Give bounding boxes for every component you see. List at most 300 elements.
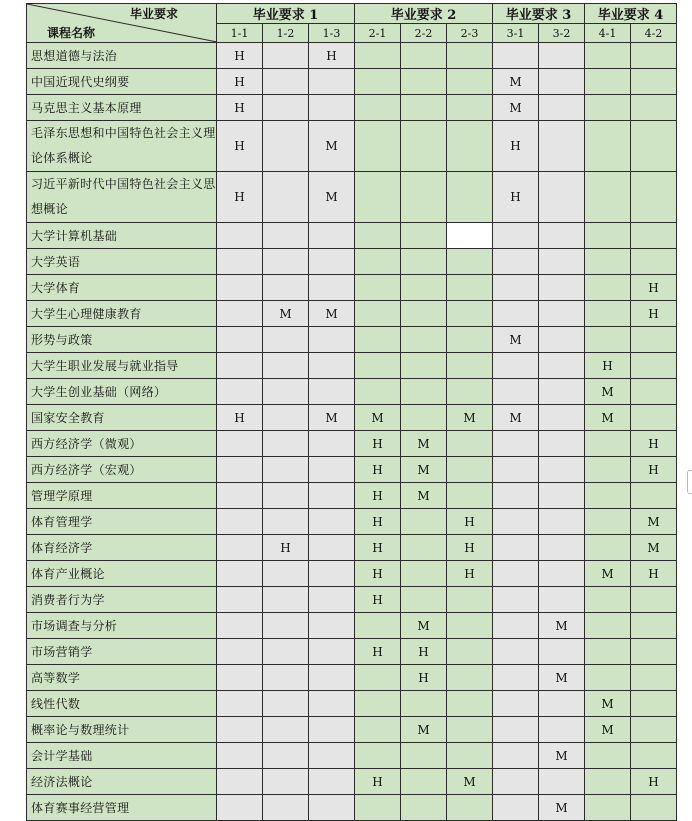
mapping-cell-2-3[interactable] bbox=[447, 95, 493, 121]
mapping-cell-2-1[interactable] bbox=[355, 327, 401, 353]
mapping-cell-2-2[interactable] bbox=[401, 353, 447, 379]
mapping-cell-2-3[interactable] bbox=[447, 613, 493, 639]
mapping-cell-3-1[interactable] bbox=[493, 691, 539, 717]
mapping-cell-2-1[interactable] bbox=[355, 121, 401, 172]
mapping-cell-2-2[interactable] bbox=[401, 691, 447, 717]
course-name-cell[interactable]: 大学英语 bbox=[27, 249, 217, 275]
mapping-cell-2-2[interactable] bbox=[401, 743, 447, 769]
mapping-cell-4-1[interactable] bbox=[585, 95, 631, 121]
mapping-cell-1-1[interactable] bbox=[217, 769, 263, 795]
course-name-cell[interactable]: 大学体育 bbox=[27, 275, 217, 301]
mapping-cell-3-1[interactable] bbox=[493, 717, 539, 743]
mapping-cell-1-2[interactable] bbox=[263, 691, 309, 717]
mapping-cell-4-2[interactable] bbox=[631, 639, 677, 665]
course-name-cell[interactable]: 大学计算机基础 bbox=[27, 223, 217, 249]
mapping-cell-2-3[interactable]: M bbox=[447, 769, 493, 795]
mapping-cell-1-2[interactable] bbox=[263, 121, 309, 172]
mapping-cell-4-2[interactable]: H bbox=[631, 301, 677, 327]
mapping-cell-1-3[interactable] bbox=[309, 743, 355, 769]
mapping-cell-2-1[interactable]: M bbox=[355, 405, 401, 431]
course-name-cell[interactable]: 国家安全教育 bbox=[27, 405, 217, 431]
mapping-cell-1-3[interactable] bbox=[309, 769, 355, 795]
mapping-cell-3-1[interactable] bbox=[493, 457, 539, 483]
mapping-cell-1-2[interactable] bbox=[263, 431, 309, 457]
mapping-cell-1-3[interactable] bbox=[309, 353, 355, 379]
mapping-cell-2-2[interactable]: H bbox=[401, 665, 447, 691]
mapping-cell-4-1[interactable] bbox=[585, 639, 631, 665]
mapping-cell-4-1[interactable] bbox=[585, 121, 631, 172]
mapping-cell-1-2[interactable] bbox=[263, 769, 309, 795]
mapping-cell-2-3[interactable] bbox=[447, 457, 493, 483]
mapping-cell-2-1[interactable] bbox=[355, 353, 401, 379]
mapping-cell-4-2[interactable] bbox=[631, 691, 677, 717]
mapping-cell-1-3[interactable] bbox=[309, 223, 355, 249]
mapping-cell-4-2[interactable] bbox=[631, 353, 677, 379]
mapping-cell-1-1[interactable]: H bbox=[217, 69, 263, 95]
mapping-cell-1-3[interactable] bbox=[309, 69, 355, 95]
mapping-cell-1-1[interactable] bbox=[217, 249, 263, 275]
mapping-cell-1-2[interactable] bbox=[263, 69, 309, 95]
mapping-cell-1-1[interactable] bbox=[217, 691, 263, 717]
group-header-req4[interactable]: 毕业要求 4 bbox=[585, 4, 677, 24]
mapping-cell-4-1[interactable] bbox=[585, 613, 631, 639]
mapping-cell-2-2[interactable]: M bbox=[401, 431, 447, 457]
mapping-cell-4-2[interactable] bbox=[631, 483, 677, 509]
mapping-cell-3-2[interactable]: M bbox=[539, 795, 585, 821]
mapping-cell-1-2[interactable] bbox=[263, 795, 309, 821]
course-name-cell[interactable]: 会计学基础 bbox=[27, 743, 217, 769]
mapping-cell-1-3[interactable] bbox=[309, 717, 355, 743]
mapping-cell-2-3[interactable]: H bbox=[447, 509, 493, 535]
subcolumn-header-4-2[interactable]: 4-2 bbox=[631, 24, 677, 43]
mapping-cell-1-1[interactable] bbox=[217, 639, 263, 665]
mapping-cell-4-2[interactable] bbox=[631, 743, 677, 769]
mapping-cell-1-2[interactable] bbox=[263, 353, 309, 379]
mapping-cell-1-3[interactable]: M bbox=[309, 405, 355, 431]
mapping-cell-1-1[interactable] bbox=[217, 431, 263, 457]
mapping-cell-2-3[interactable] bbox=[447, 353, 493, 379]
subcolumn-header-1-1[interactable]: 1-1 bbox=[217, 24, 263, 43]
mapping-cell-1-2[interactable] bbox=[263, 587, 309, 613]
mapping-cell-4-1[interactable] bbox=[585, 301, 631, 327]
mapping-cell-2-2[interactable] bbox=[401, 249, 447, 275]
mapping-cell-1-2[interactable] bbox=[263, 43, 309, 69]
mapping-cell-2-2[interactable] bbox=[401, 379, 447, 405]
mapping-cell-2-1[interactable]: H bbox=[355, 639, 401, 665]
mapping-cell-1-1[interactable] bbox=[217, 353, 263, 379]
course-name-cell[interactable]: 形势与政策 bbox=[27, 327, 217, 353]
course-name-cell[interactable]: 概率论与数理统计 bbox=[27, 717, 217, 743]
mapping-cell-3-2[interactable] bbox=[539, 405, 585, 431]
mapping-cell-3-2[interactable] bbox=[539, 223, 585, 249]
mapping-cell-2-1[interactable] bbox=[355, 795, 401, 821]
mapping-cell-3-1[interactable] bbox=[493, 587, 539, 613]
mapping-cell-2-2[interactable]: M bbox=[401, 483, 447, 509]
mapping-cell-1-3[interactable] bbox=[309, 249, 355, 275]
mapping-cell-3-1[interactable] bbox=[493, 353, 539, 379]
subcolumn-header-3-2[interactable]: 3-2 bbox=[539, 24, 585, 43]
mapping-cell-2-2[interactable] bbox=[401, 43, 447, 69]
mapping-cell-3-2[interactable] bbox=[539, 327, 585, 353]
mapping-cell-3-2[interactable] bbox=[539, 95, 585, 121]
mapping-cell-4-1[interactable] bbox=[585, 535, 631, 561]
mapping-cell-1-3[interactable]: M bbox=[309, 172, 355, 223]
mapping-cell-2-1[interactable] bbox=[355, 69, 401, 95]
mapping-cell-4-1[interactable] bbox=[585, 587, 631, 613]
mapping-cell-2-3[interactable] bbox=[447, 743, 493, 769]
mapping-cell-1-2[interactable]: H bbox=[263, 535, 309, 561]
mapping-cell-4-2[interactable] bbox=[631, 249, 677, 275]
mapping-cell-4-2[interactable] bbox=[631, 223, 677, 249]
mapping-cell-3-2[interactable]: M bbox=[539, 743, 585, 769]
course-name-cell[interactable]: 西方经济学（微观） bbox=[27, 431, 217, 457]
mapping-cell-2-3[interactable] bbox=[447, 587, 493, 613]
subcolumn-header-4-1[interactable]: 4-1 bbox=[585, 24, 631, 43]
course-name-cell[interactable]: 习近平新时代中国特色社会主义思想概论 bbox=[27, 172, 217, 223]
mapping-cell-2-3[interactable] bbox=[447, 249, 493, 275]
mapping-cell-1-2[interactable]: M bbox=[263, 301, 309, 327]
mapping-cell-1-3[interactable] bbox=[309, 457, 355, 483]
mapping-cell-1-3[interactable]: H bbox=[309, 43, 355, 69]
group-header-req1[interactable]: 毕业要求 1 bbox=[217, 4, 355, 24]
mapping-cell-4-2[interactable] bbox=[631, 379, 677, 405]
course-name-cell[interactable]: 线性代数 bbox=[27, 691, 217, 717]
course-name-cell[interactable]: 体育经济学 bbox=[27, 535, 217, 561]
mapping-cell-1-1[interactable]: H bbox=[217, 405, 263, 431]
mapping-cell-1-1[interactable]: H bbox=[217, 121, 263, 172]
mapping-cell-4-1[interactable] bbox=[585, 431, 631, 457]
mapping-cell-3-2[interactable] bbox=[539, 457, 585, 483]
mapping-cell-2-2[interactable] bbox=[401, 223, 447, 249]
mapping-cell-3-2[interactable] bbox=[539, 483, 585, 509]
mapping-cell-1-1[interactable] bbox=[217, 717, 263, 743]
mapping-cell-1-3[interactable]: M bbox=[309, 301, 355, 327]
mapping-cell-2-2[interactable] bbox=[401, 69, 447, 95]
mapping-cell-3-2[interactable] bbox=[539, 717, 585, 743]
mapping-cell-1-1[interactable] bbox=[217, 587, 263, 613]
mapping-cell-3-2[interactable] bbox=[539, 639, 585, 665]
mapping-cell-3-1[interactable] bbox=[493, 379, 539, 405]
mapping-cell-4-1[interactable] bbox=[585, 743, 631, 769]
mapping-cell-4-1[interactable]: M bbox=[585, 405, 631, 431]
mapping-cell-2-2[interactable]: M bbox=[401, 457, 447, 483]
course-name-cell[interactable]: 体育产业概论 bbox=[27, 561, 217, 587]
mapping-cell-3-2[interactable] bbox=[539, 353, 585, 379]
mapping-cell-3-1[interactable] bbox=[493, 509, 539, 535]
mapping-cell-3-2[interactable] bbox=[539, 769, 585, 795]
course-name-cell[interactable]: 思想道德与法治 bbox=[27, 43, 217, 69]
course-name-cell[interactable]: 体育赛事经营管理 bbox=[27, 795, 217, 821]
mapping-cell-1-3[interactable] bbox=[309, 665, 355, 691]
course-name-cell[interactable]: 大学生创业基础（网络） bbox=[27, 379, 217, 405]
mapping-cell-1-1[interactable] bbox=[217, 509, 263, 535]
mapping-cell-4-1[interactable] bbox=[585, 172, 631, 223]
mapping-cell-2-1[interactable]: H bbox=[355, 535, 401, 561]
mapping-cell-1-1[interactable]: H bbox=[217, 95, 263, 121]
mapping-cell-2-3[interactable] bbox=[447, 327, 493, 353]
mapping-cell-1-2[interactable] bbox=[263, 509, 309, 535]
mapping-cell-2-1[interactable]: H bbox=[355, 509, 401, 535]
mapping-cell-2-2[interactable] bbox=[401, 301, 447, 327]
mapping-cell-2-1[interactable] bbox=[355, 223, 401, 249]
mapping-cell-4-2[interactable]: M bbox=[631, 509, 677, 535]
mapping-cell-1-1[interactable]: H bbox=[217, 172, 263, 223]
mapping-cell-2-2[interactable] bbox=[401, 509, 447, 535]
mapping-cell-2-1[interactable] bbox=[355, 743, 401, 769]
mapping-cell-2-2[interactable] bbox=[401, 795, 447, 821]
mapping-cell-2-2[interactable] bbox=[401, 121, 447, 172]
mapping-cell-4-1[interactable]: M bbox=[585, 717, 631, 743]
mapping-cell-1-2[interactable] bbox=[263, 639, 309, 665]
mapping-cell-1-3[interactable] bbox=[309, 379, 355, 405]
mapping-cell-4-2[interactable] bbox=[631, 43, 677, 69]
mapping-cell-2-3[interactable]: M bbox=[447, 405, 493, 431]
mapping-cell-2-1[interactable] bbox=[355, 301, 401, 327]
mapping-cell-4-2[interactable]: H bbox=[631, 275, 677, 301]
mapping-cell-2-2[interactable] bbox=[401, 587, 447, 613]
mapping-cell-2-3[interactable]: H bbox=[447, 561, 493, 587]
course-name-cell[interactable]: 毛泽东思想和中国特色社会主义理论体系概论 bbox=[27, 121, 217, 172]
mapping-cell-4-2[interactable] bbox=[631, 795, 677, 821]
mapping-cell-1-2[interactable] bbox=[263, 172, 309, 223]
mapping-cell-3-1[interactable] bbox=[493, 795, 539, 821]
mapping-cell-4-2[interactable]: H bbox=[631, 769, 677, 795]
mapping-cell-2-1[interactable] bbox=[355, 275, 401, 301]
mapping-cell-2-3[interactable] bbox=[447, 301, 493, 327]
mapping-cell-2-2[interactable] bbox=[401, 327, 447, 353]
mapping-cell-1-3[interactable] bbox=[309, 275, 355, 301]
mapping-cell-2-1[interactable]: H bbox=[355, 483, 401, 509]
mapping-cell-3-2[interactable] bbox=[539, 431, 585, 457]
mapping-cell-3-1[interactable]: H bbox=[493, 121, 539, 172]
mapping-cell-2-1[interactable]: H bbox=[355, 587, 401, 613]
mapping-cell-3-1[interactable] bbox=[493, 43, 539, 69]
mapping-cell-2-3[interactable] bbox=[447, 223, 493, 249]
mapping-cell-1-1[interactable] bbox=[217, 795, 263, 821]
mapping-cell-1-1[interactable] bbox=[217, 743, 263, 769]
mapping-cell-1-3[interactable] bbox=[309, 431, 355, 457]
course-name-cell[interactable]: 消费者行为学 bbox=[27, 587, 217, 613]
mapping-cell-1-1[interactable] bbox=[217, 483, 263, 509]
mapping-cell-2-3[interactable] bbox=[447, 172, 493, 223]
course-name-cell[interactable]: 高等数学 bbox=[27, 665, 217, 691]
mapping-cell-2-2[interactable] bbox=[401, 95, 447, 121]
mapping-cell-1-2[interactable] bbox=[263, 249, 309, 275]
mapping-cell-2-3[interactable] bbox=[447, 665, 493, 691]
mapping-cell-3-1[interactable] bbox=[493, 561, 539, 587]
mapping-cell-1-1[interactable] bbox=[217, 327, 263, 353]
mapping-cell-4-1[interactable] bbox=[585, 69, 631, 95]
group-header-req2[interactable]: 毕业要求 2 bbox=[355, 4, 493, 24]
mapping-cell-1-3[interactable] bbox=[309, 483, 355, 509]
mapping-cell-1-2[interactable] bbox=[263, 743, 309, 769]
mapping-cell-2-2[interactable] bbox=[401, 275, 447, 301]
mapping-cell-2-2[interactable] bbox=[401, 769, 447, 795]
mapping-cell-3-1[interactable] bbox=[493, 665, 539, 691]
mapping-cell-3-1[interactable] bbox=[493, 483, 539, 509]
mapping-cell-1-1[interactable] bbox=[217, 457, 263, 483]
mapping-cell-3-2[interactable] bbox=[539, 587, 585, 613]
mapping-cell-3-2[interactable]: M bbox=[539, 613, 585, 639]
mapping-cell-3-1[interactable]: H bbox=[493, 172, 539, 223]
mapping-cell-3-1[interactable] bbox=[493, 535, 539, 561]
subcolumn-header-2-2[interactable]: 2-2 bbox=[401, 24, 447, 43]
mapping-cell-1-2[interactable] bbox=[263, 275, 309, 301]
mapping-cell-2-3[interactable] bbox=[447, 431, 493, 457]
mapping-cell-3-1[interactable] bbox=[493, 769, 539, 795]
mapping-cell-4-2[interactable]: H bbox=[631, 561, 677, 587]
mapping-cell-3-1[interactable] bbox=[493, 223, 539, 249]
mapping-cell-3-1[interactable] bbox=[493, 613, 539, 639]
course-name-cell[interactable]: 中国近现代史纲要 bbox=[27, 69, 217, 95]
mapping-cell-1-3[interactable] bbox=[309, 613, 355, 639]
mapping-cell-4-2[interactable] bbox=[631, 665, 677, 691]
mapping-cell-4-2[interactable] bbox=[631, 95, 677, 121]
mapping-cell-3-2[interactable] bbox=[539, 172, 585, 223]
mapping-cell-1-1[interactable] bbox=[217, 613, 263, 639]
mapping-cell-2-3[interactable] bbox=[447, 483, 493, 509]
mapping-cell-2-3[interactable] bbox=[447, 69, 493, 95]
mapping-cell-4-1[interactable]: M bbox=[585, 561, 631, 587]
mapping-cell-3-1[interactable]: M bbox=[493, 95, 539, 121]
mapping-cell-3-2[interactable] bbox=[539, 121, 585, 172]
mapping-cell-4-1[interactable] bbox=[585, 223, 631, 249]
mapping-cell-2-1[interactable]: H bbox=[355, 431, 401, 457]
mapping-cell-1-3[interactable] bbox=[309, 561, 355, 587]
mapping-cell-2-3[interactable] bbox=[447, 43, 493, 69]
mapping-cell-1-2[interactable] bbox=[263, 223, 309, 249]
mapping-cell-2-3[interactable] bbox=[447, 691, 493, 717]
mapping-cell-2-2[interactable]: M bbox=[401, 613, 447, 639]
mapping-cell-2-1[interactable] bbox=[355, 43, 401, 69]
mapping-cell-3-1[interactable]: M bbox=[493, 405, 539, 431]
mapping-cell-1-3[interactable] bbox=[309, 535, 355, 561]
mapping-cell-1-1[interactable]: H bbox=[217, 43, 263, 69]
course-name-cell[interactable]: 市场营销学 bbox=[27, 639, 217, 665]
mapping-cell-4-1[interactable] bbox=[585, 43, 631, 69]
mapping-cell-1-1[interactable] bbox=[217, 535, 263, 561]
mapping-cell-3-2[interactable]: M bbox=[539, 665, 585, 691]
mapping-cell-4-2[interactable] bbox=[631, 327, 677, 353]
mapping-cell-3-2[interactable] bbox=[539, 379, 585, 405]
mapping-cell-2-3[interactable] bbox=[447, 275, 493, 301]
mapping-cell-2-2[interactable]: H bbox=[401, 639, 447, 665]
mapping-cell-2-3[interactable]: H bbox=[447, 535, 493, 561]
mapping-cell-1-3[interactable]: M bbox=[309, 121, 355, 172]
mapping-cell-3-2[interactable] bbox=[539, 275, 585, 301]
course-name-cell[interactable]: 大学生职业发展与就业指导 bbox=[27, 353, 217, 379]
mapping-cell-4-2[interactable] bbox=[631, 613, 677, 639]
mapping-cell-1-1[interactable] bbox=[217, 561, 263, 587]
mapping-cell-4-1[interactable] bbox=[585, 327, 631, 353]
mapping-cell-4-1[interactable] bbox=[585, 275, 631, 301]
mapping-cell-1-2[interactable] bbox=[263, 665, 309, 691]
mapping-cell-1-1[interactable] bbox=[217, 223, 263, 249]
mapping-cell-2-1[interactable] bbox=[355, 95, 401, 121]
mapping-cell-1-2[interactable] bbox=[263, 95, 309, 121]
mapping-cell-3-2[interactable] bbox=[539, 301, 585, 327]
mapping-cell-4-2[interactable] bbox=[631, 172, 677, 223]
mapping-cell-1-3[interactable] bbox=[309, 587, 355, 613]
course-name-cell[interactable]: 市场调查与分析 bbox=[27, 613, 217, 639]
mapping-cell-2-2[interactable] bbox=[401, 561, 447, 587]
mapping-cell-3-1[interactable]: M bbox=[493, 69, 539, 95]
mapping-cell-2-3[interactable] bbox=[447, 795, 493, 821]
mapping-cell-1-2[interactable] bbox=[263, 457, 309, 483]
subcolumn-header-1-3[interactable]: 1-3 bbox=[309, 24, 355, 43]
mapping-cell-4-1[interactable] bbox=[585, 769, 631, 795]
mapping-cell-2-1[interactable] bbox=[355, 172, 401, 223]
mapping-cell-2-2[interactable] bbox=[401, 405, 447, 431]
mapping-cell-3-1[interactable] bbox=[493, 275, 539, 301]
mapping-cell-3-2[interactable] bbox=[539, 509, 585, 535]
mapping-cell-4-1[interactable] bbox=[585, 665, 631, 691]
mapping-cell-3-2[interactable] bbox=[539, 535, 585, 561]
mapping-cell-2-1[interactable]: H bbox=[355, 457, 401, 483]
mapping-cell-1-1[interactable] bbox=[217, 275, 263, 301]
mapping-cell-4-1[interactable]: M bbox=[585, 691, 631, 717]
mapping-cell-1-3[interactable] bbox=[309, 327, 355, 353]
mapping-cell-1-2[interactable] bbox=[263, 717, 309, 743]
mapping-cell-4-1[interactable]: H bbox=[585, 353, 631, 379]
mapping-cell-4-2[interactable]: H bbox=[631, 457, 677, 483]
mapping-cell-3-1[interactable] bbox=[493, 301, 539, 327]
course-name-cell[interactable]: 马克思主义基本原理 bbox=[27, 95, 217, 121]
mapping-cell-2-2[interactable]: M bbox=[401, 717, 447, 743]
mapping-cell-2-1[interactable] bbox=[355, 717, 401, 743]
mapping-cell-2-2[interactable] bbox=[401, 535, 447, 561]
mapping-cell-4-1[interactable] bbox=[585, 795, 631, 821]
mapping-cell-4-1[interactable] bbox=[585, 457, 631, 483]
mapping-cell-2-1[interactable] bbox=[355, 665, 401, 691]
mapping-cell-1-2[interactable] bbox=[263, 379, 309, 405]
mapping-cell-2-1[interactable]: H bbox=[355, 561, 401, 587]
mapping-cell-1-3[interactable] bbox=[309, 691, 355, 717]
mapping-cell-4-2[interactable] bbox=[631, 717, 677, 743]
mapping-cell-2-1[interactable] bbox=[355, 379, 401, 405]
mapping-cell-3-1[interactable]: M bbox=[493, 327, 539, 353]
mapping-cell-4-2[interactable] bbox=[631, 69, 677, 95]
mapping-cell-1-3[interactable] bbox=[309, 795, 355, 821]
mapping-cell-4-2[interactable] bbox=[631, 121, 677, 172]
mapping-cell-4-2[interactable] bbox=[631, 587, 677, 613]
mapping-cell-4-2[interactable] bbox=[631, 405, 677, 431]
mapping-cell-2-2[interactable] bbox=[401, 172, 447, 223]
mapping-cell-1-3[interactable] bbox=[309, 509, 355, 535]
mapping-cell-4-1[interactable]: M bbox=[585, 379, 631, 405]
mapping-cell-1-3[interactable] bbox=[309, 95, 355, 121]
mapping-cell-1-2[interactable] bbox=[263, 483, 309, 509]
mapping-cell-3-1[interactable] bbox=[493, 249, 539, 275]
course-name-cell[interactable]: 体育管理学 bbox=[27, 509, 217, 535]
mapping-cell-4-1[interactable] bbox=[585, 249, 631, 275]
mapping-cell-3-2[interactable] bbox=[539, 561, 585, 587]
subcolumn-header-2-3[interactable]: 2-3 bbox=[447, 24, 493, 43]
course-name-cell[interactable]: 经济法概论 bbox=[27, 769, 217, 795]
mapping-cell-2-3[interactable] bbox=[447, 121, 493, 172]
mapping-cell-2-1[interactable] bbox=[355, 613, 401, 639]
mapping-cell-3-2[interactable] bbox=[539, 69, 585, 95]
mapping-cell-1-2[interactable] bbox=[263, 613, 309, 639]
mapping-cell-4-2[interactable]: H bbox=[631, 431, 677, 457]
mapping-cell-2-3[interactable] bbox=[447, 717, 493, 743]
group-header-req3[interactable]: 毕业要求 3 bbox=[493, 4, 585, 24]
mapping-cell-3-1[interactable] bbox=[493, 431, 539, 457]
mapping-cell-2-3[interactable] bbox=[447, 379, 493, 405]
mapping-cell-3-2[interactable] bbox=[539, 43, 585, 69]
course-name-cell[interactable]: 西方经济学（宏观） bbox=[27, 457, 217, 483]
mapping-cell-4-1[interactable] bbox=[585, 509, 631, 535]
